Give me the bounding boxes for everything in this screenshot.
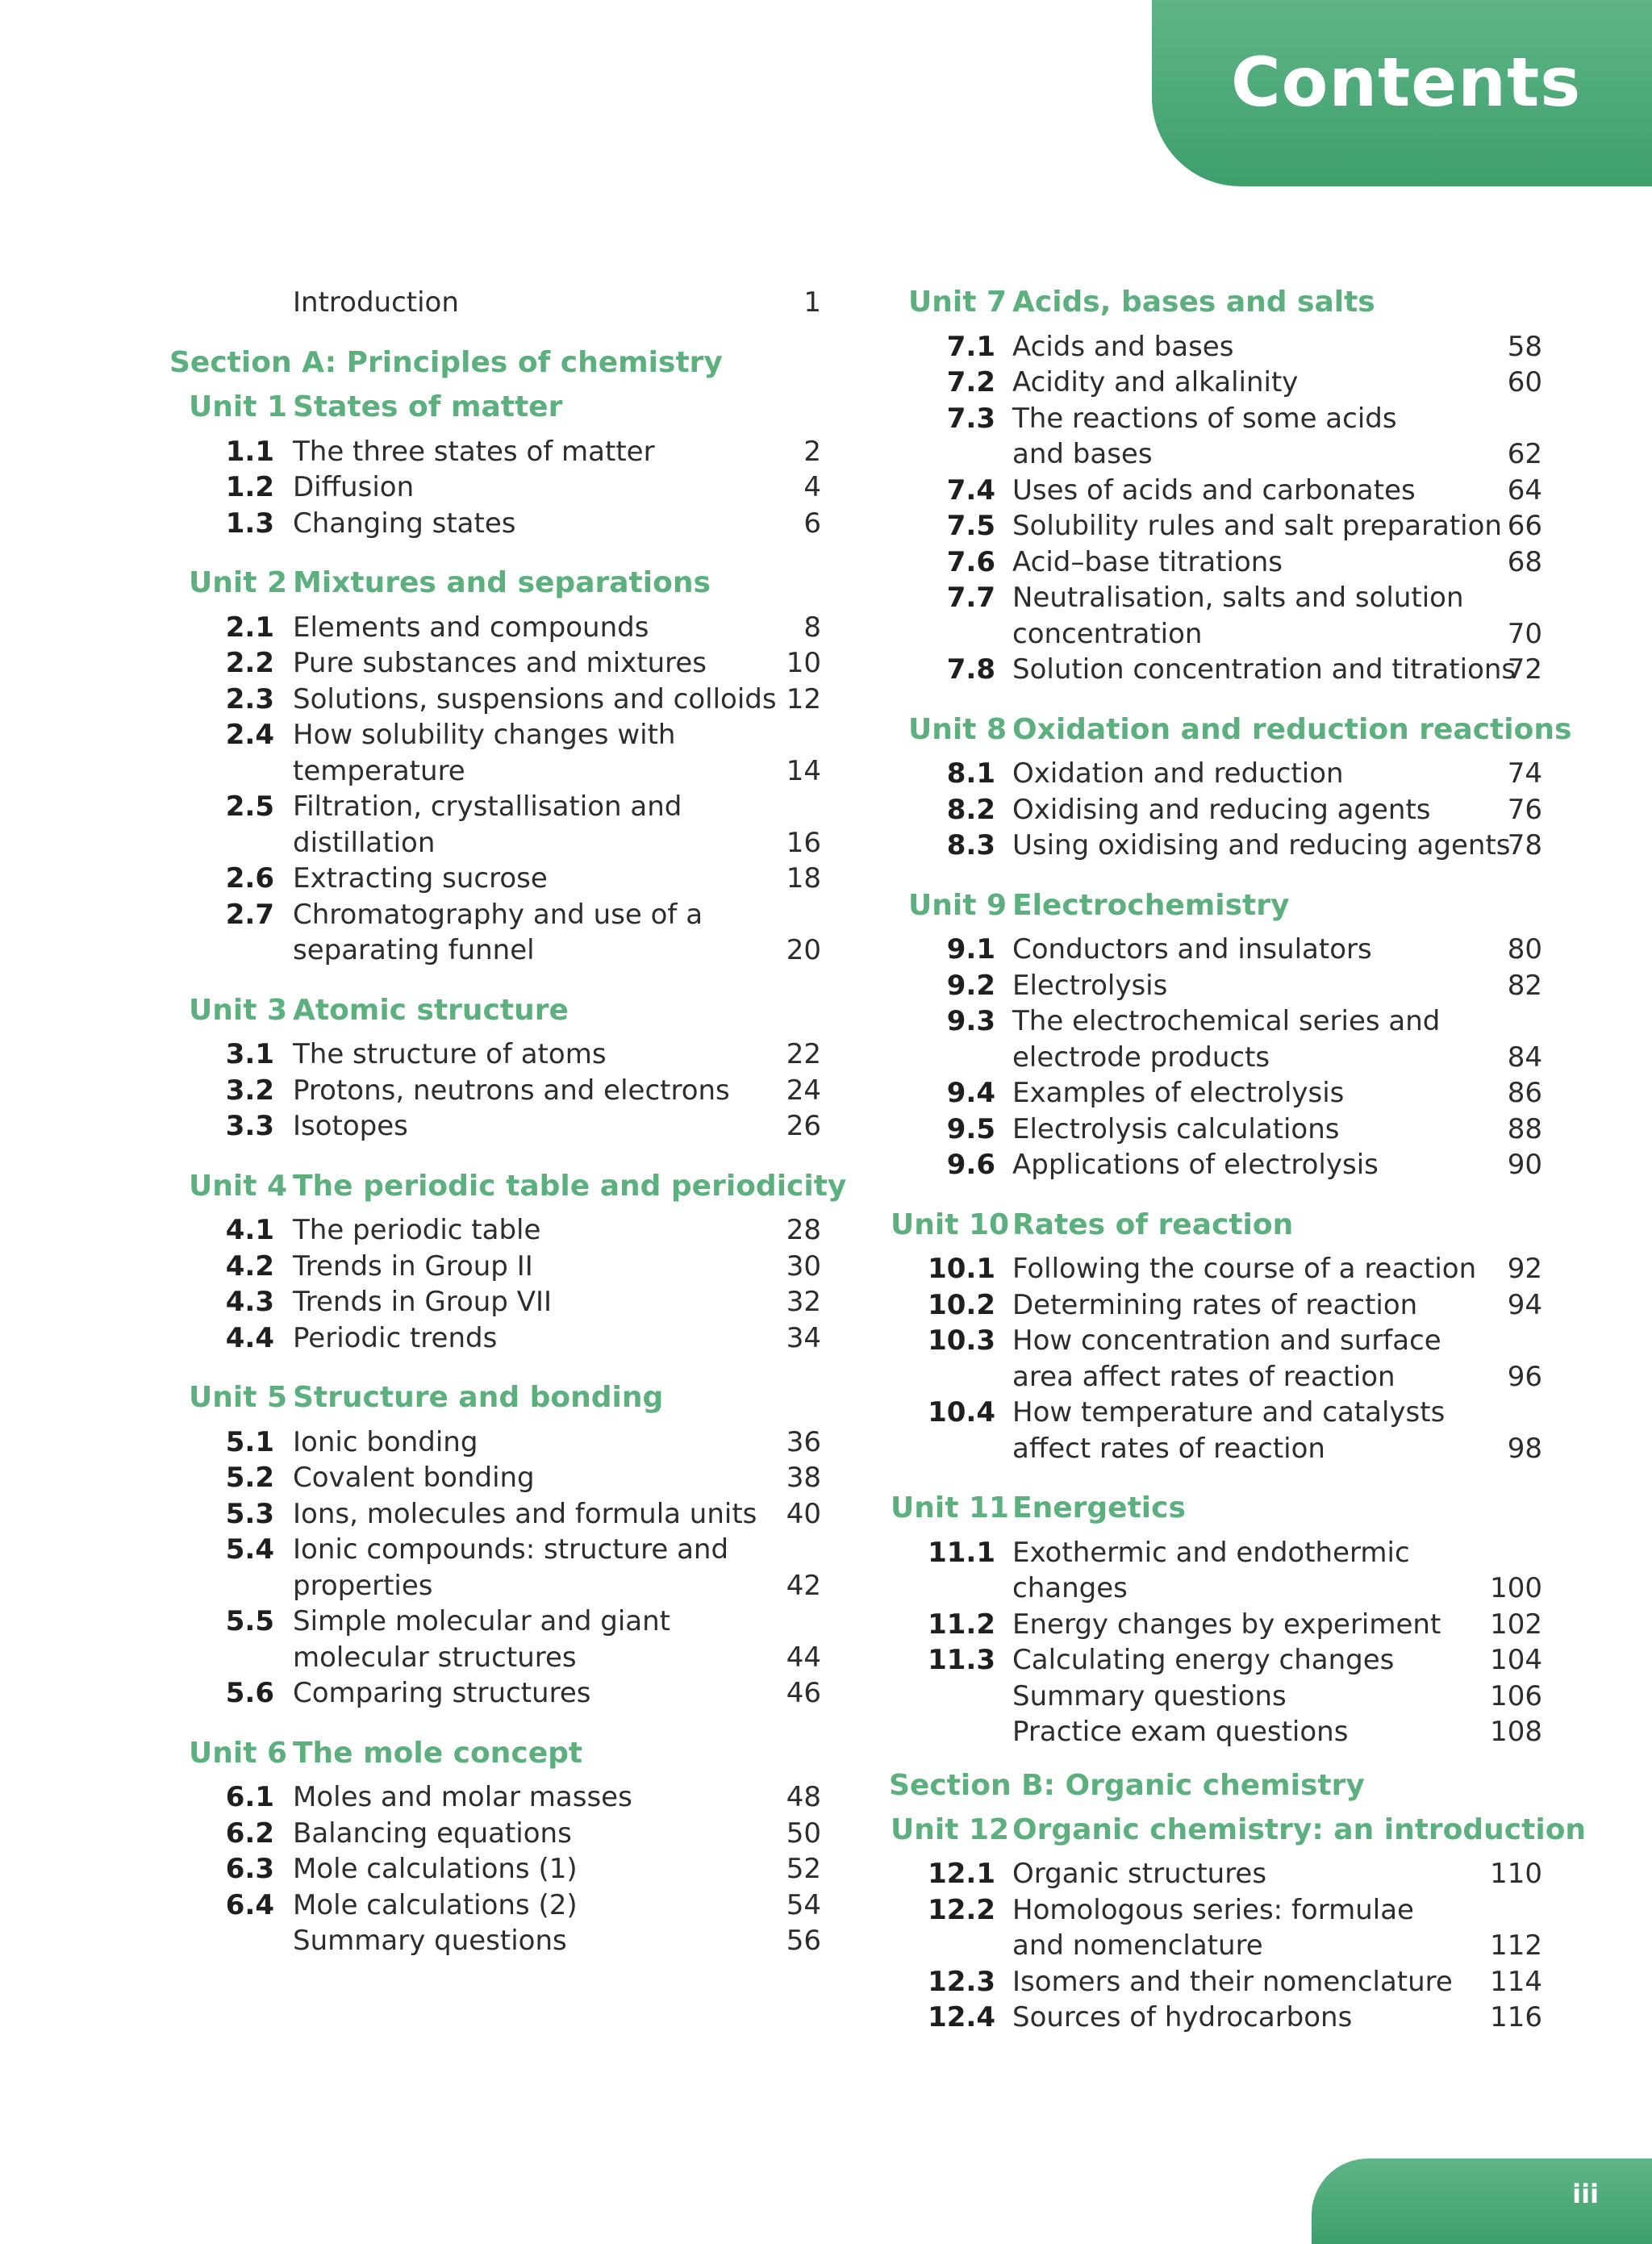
unit-label: Unit 11 (891, 1491, 1010, 1525)
entry-title: Homologous series: formulae (1012, 1893, 1414, 1926)
entry-title: Extracting sucrose (293, 862, 548, 895)
toc-entry (946, 968, 1542, 1003)
entry-title: The structure of atoms (293, 1038, 607, 1070)
entry-page: 88 (1507, 1112, 1542, 1145)
toc-entry (946, 544, 1542, 580)
entry-page: 82 (1507, 969, 1542, 1002)
toc-entry (293, 1640, 821, 1675)
entry-page: 62 (1507, 438, 1542, 470)
entry-title: Oxidation and reduction (1012, 757, 1344, 790)
entry-number: 6.2 (225, 1816, 274, 1850)
entry-page: 68 (1507, 545, 1542, 578)
toc-entry (946, 1112, 1542, 1147)
entry-page: 56 (786, 1925, 821, 1957)
entry-page: 28 (786, 1214, 821, 1246)
entry-number: 7.8 (946, 653, 995, 686)
unit-label: Unit 1 (189, 390, 287, 423)
toc-entry (928, 1642, 1542, 1678)
toc-entry (928, 1892, 1542, 1928)
entry-title: Isotopes (293, 1110, 408, 1142)
toc-entry (1012, 1570, 1542, 1606)
entry-page: 10 (786, 647, 821, 679)
entry-number: 6.4 (225, 1888, 274, 1921)
toc-entry (1012, 1359, 1542, 1395)
toc-entry (225, 682, 821, 717)
toc-entry (225, 1284, 821, 1320)
entry-title: Isomers and their nomenclature (1012, 1965, 1453, 1998)
entry-page: 12 (786, 682, 821, 715)
unit-label: Unit 6 (189, 1736, 287, 1770)
entry-page: 84 (1507, 1041, 1542, 1074)
toc-entry (946, 1147, 1542, 1182)
entry-title: Applications of electrolysis (1012, 1149, 1379, 1181)
entry-number: 6.1 (225, 1781, 274, 1813)
entry-page: 20 (786, 934, 821, 966)
unit-label: Unit 9 (908, 888, 1007, 922)
entry-number: 12.4 (928, 2001, 995, 2033)
toc-entry (225, 1887, 821, 1923)
entry-title: electrode products (1012, 1041, 1270, 1074)
toc-entry (225, 1496, 821, 1532)
entry-number: 2.1 (225, 611, 274, 644)
entry-number: 1.3 (225, 507, 274, 540)
unit-title: Oxidation and reduction reactions (1012, 712, 1572, 746)
toc-entry (946, 932, 1542, 967)
toc-entry (225, 1779, 821, 1815)
unit-title: Energetics (1012, 1491, 1186, 1525)
toc-entry (946, 652, 1542, 687)
entry-number: 4.4 (225, 1321, 274, 1354)
toc-entry (1012, 1431, 1542, 1466)
entry-number: 10.4 (928, 1396, 995, 1429)
entry-title: affect rates of reaction (1012, 1432, 1325, 1465)
toc-entry (946, 473, 1542, 508)
toc-entry (928, 1323, 1542, 1358)
entry-number: 5.2 (225, 1462, 274, 1494)
entry-title: and nomenclature (1012, 1929, 1263, 1962)
entry-title: Filtration, crystallisation and (293, 790, 682, 823)
entry-number: 5.6 (225, 1677, 274, 1709)
toc-entry (928, 1607, 1542, 1642)
entry-title: Moles and molar masses (293, 1781, 632, 1813)
unit-title: Electrochemistry (1012, 888, 1290, 922)
entry-page: 54 (786, 1888, 821, 1921)
toc-entry (225, 1851, 821, 1887)
toc-entry (928, 2000, 1542, 2035)
entry-page: 50 (786, 1816, 821, 1850)
toc-entry (946, 792, 1542, 828)
entry-page: 80 (1507, 933, 1542, 966)
entry-title: Practice exam questions (1012, 1716, 1349, 1748)
entry-page: 106 (1490, 1679, 1542, 1712)
entry-number: 11.2 (928, 1608, 995, 1641)
entry-page: 30 (786, 1249, 821, 1283)
entry-number: 7.5 (946, 510, 995, 542)
entry-title: Elements and compounds (293, 611, 649, 644)
entry-number: 7.7 (946, 582, 995, 614)
toc-entry (225, 469, 821, 505)
toc-entry (946, 828, 1542, 863)
entry-title: Ionic compounds: structure and (293, 1533, 729, 1566)
entry-number: 9.1 (946, 933, 995, 966)
entry-number: 2.7 (225, 898, 274, 931)
unit-title: Atomic structure (293, 993, 569, 1027)
entry-number: 2.3 (225, 682, 274, 715)
toc-entry (946, 365, 1542, 400)
page-number-tab (1312, 2158, 1652, 2244)
toc-entry (946, 756, 1542, 791)
unit-title: The mole concept (293, 1736, 583, 1770)
toc-entry (928, 1535, 1542, 1570)
entry-number: 12.3 (928, 1965, 995, 1998)
entry-title: Solution concentration and titrations (1012, 653, 1516, 686)
toc-entry (928, 1395, 1542, 1430)
toc-entry (225, 1212, 821, 1248)
unit-label: Unit 10 (891, 1208, 1010, 1241)
entry-page: 110 (1490, 1858, 1542, 1890)
unit-label: Unit 3 (189, 993, 287, 1027)
entry-title: The periodic table (293, 1214, 541, 1246)
contents-header (1152, 0, 1652, 186)
entry-number: 9.6 (946, 1149, 995, 1181)
toc-entry (928, 1964, 1542, 2000)
entry-number: 9.2 (946, 969, 995, 1002)
toc-entry (225, 861, 821, 896)
entry-title: Neutralisation, salts and solution (1012, 582, 1464, 614)
entry-number: 8.3 (946, 829, 995, 861)
entry-page: 22 (786, 1038, 821, 1070)
entry-page: 52 (786, 1853, 821, 1885)
toc-entry (293, 932, 821, 968)
entry-page: 24 (786, 1074, 821, 1107)
entry-number: 7.2 (946, 366, 995, 398)
entry-number: 1.2 (225, 471, 274, 503)
entry-title: Pure substances and mixtures (293, 647, 707, 679)
toc-entry (225, 434, 821, 469)
entry-number: 3.2 (225, 1074, 274, 1107)
entry-title: Trends in Group II (293, 1249, 533, 1283)
entry-page: 116 (1490, 2001, 1542, 2033)
toc-entry (928, 1251, 1542, 1287)
toc-entry (293, 1568, 821, 1604)
toc-entry (225, 645, 821, 681)
toc-entry (1012, 616, 1542, 652)
entry-title: Comparing structures (293, 1677, 591, 1709)
entry-number: 9.3 (946, 1005, 995, 1037)
entry-page: 42 (786, 1569, 821, 1602)
entry-title: Protons, neutrons and electrons (293, 1074, 730, 1107)
entry-number: 10.3 (928, 1324, 995, 1357)
entry-title: distillation (293, 826, 436, 859)
entry-number: 2.5 (225, 790, 274, 823)
entry-page: 16 (786, 826, 821, 859)
toc-entry (225, 1460, 821, 1495)
toc-entry (225, 1036, 821, 1072)
entry-number: 7.6 (946, 545, 995, 578)
entry-page: 90 (1507, 1149, 1542, 1181)
section-heading: Section A: Principles of chemistry (169, 346, 723, 379)
unit-label: Unit 8 (908, 712, 1007, 746)
entry-title: Energy changes by experiment (1012, 1608, 1441, 1641)
entry-title: temperature (293, 754, 465, 787)
entry-page: 34 (786, 1321, 821, 1354)
entry-number: 5.5 (225, 1605, 274, 1637)
toc-entry (225, 1320, 821, 1356)
toc-entry (293, 1923, 821, 1958)
entry-number: 7.1 (946, 330, 995, 363)
unit-title: Mixtures and separations (293, 566, 711, 599)
toc-entry (946, 1075, 1542, 1111)
toc-entry (1012, 1714, 1542, 1750)
entry-number: 1.1 (225, 435, 274, 468)
toc-entry (1012, 1679, 1542, 1714)
entry-title: Mole calculations (2) (293, 1888, 578, 1921)
toc-entry (946, 508, 1542, 544)
toc-entry (1012, 436, 1542, 472)
entry-title: Summary questions (1012, 1679, 1287, 1712)
entry-title: The electrochemical series and (1012, 1005, 1441, 1037)
toc-entry (946, 1003, 1542, 1039)
entry-page: 60 (1507, 366, 1542, 398)
entry-title: How solubility changes with (293, 719, 676, 751)
entry-page: 48 (786, 1781, 821, 1813)
entry-title: Following the course of a reaction (1012, 1253, 1477, 1285)
entry-page: 1 (803, 286, 821, 319)
toc-entry (225, 1073, 821, 1108)
entry-number: 4.2 (225, 1249, 274, 1283)
toc-entry (225, 1816, 821, 1851)
entry-number: 5.4 (225, 1533, 274, 1566)
entry-title: Simple molecular and giant (293, 1605, 671, 1637)
toc-entry (225, 506, 821, 541)
entry-page: 100 (1490, 1572, 1542, 1604)
entry-title: Diffusion (293, 471, 415, 503)
entry-title: Changing states (293, 507, 516, 540)
entry-number: 5.1 (225, 1425, 274, 1458)
entry-title: Using oxidising and reducing agents (1012, 829, 1511, 861)
entry-page: 104 (1490, 1644, 1542, 1676)
toc-entry (928, 1287, 1542, 1323)
entry-title: Electrolysis calculations (1012, 1112, 1340, 1145)
entry-number: 4.3 (225, 1286, 274, 1318)
toc-entry (1012, 1040, 1542, 1075)
entry-title: Ions, molecules and formula units (293, 1497, 757, 1530)
entry-page: 76 (1507, 793, 1542, 826)
unit-label: Unit 5 (189, 1381, 287, 1414)
entry-number: 7.3 (946, 402, 995, 435)
entry-number: 11.1 (928, 1536, 995, 1569)
entry-page: 78 (1507, 829, 1542, 861)
entry-title: Oxidising and reducing agents (1012, 793, 1431, 826)
toc-entry (1012, 1928, 1542, 1963)
entry-page: 92 (1507, 1253, 1542, 1285)
toc-entry (225, 1675, 821, 1711)
entry-page: 72 (1507, 653, 1542, 686)
entry-page: 18 (786, 862, 821, 895)
entry-page: 64 (1507, 473, 1542, 507)
entry-title: Solubility rules and salt preparation (1012, 510, 1502, 542)
unit-title: Structure and bonding (293, 1381, 664, 1414)
toc-entry (225, 789, 821, 824)
entry-title: Periodic trends (293, 1321, 498, 1354)
unit-label: Unit 4 (189, 1169, 287, 1203)
entry-page: 74 (1507, 757, 1542, 790)
entry-title: How concentration and surface (1012, 1324, 1441, 1357)
entry-number: 2.6 (225, 862, 274, 895)
entry-title: Balancing equations (293, 1816, 572, 1850)
page-title: Contents (1231, 43, 1582, 122)
entry-page: 66 (1507, 510, 1542, 542)
entry-number: 6.3 (225, 1853, 274, 1885)
entry-number: 10.1 (928, 1253, 995, 1285)
toc-entry (225, 717, 821, 753)
page-number: iii (1572, 2179, 1599, 2209)
entry-page: 36 (786, 1425, 821, 1458)
entry-page: 86 (1507, 1077, 1542, 1109)
entry-page: 98 (1507, 1432, 1542, 1465)
unit-title: Acids, bases and salts (1012, 286, 1375, 319)
entry-number: 11.3 (928, 1644, 995, 1676)
entry-page: 8 (803, 611, 821, 644)
entry-page: 114 (1490, 1965, 1542, 1998)
section-heading: Section B: Organic chemistry (889, 1768, 1365, 1802)
entry-title: The reactions of some acids (1012, 402, 1397, 435)
toc-entry (946, 329, 1542, 365)
entry-title: molecular structures (293, 1641, 577, 1674)
entry-title: Ionic bonding (293, 1425, 478, 1458)
unit-title: Organic chemistry: an introduction (1012, 1812, 1587, 1846)
entry-title: Solutions, suspensions and colloids (293, 682, 777, 715)
entry-number: 2.4 (225, 719, 274, 751)
entry-number: 3.3 (225, 1110, 274, 1142)
toc-entry (225, 1108, 821, 1144)
entry-title: How temperature and catalysts (1012, 1396, 1446, 1429)
entry-title: Calculating energy changes (1012, 1644, 1395, 1676)
entry-number: 7.4 (946, 473, 995, 507)
unit-title: The periodic table and periodicity (293, 1169, 847, 1203)
entry-page: 70 (1507, 617, 1542, 650)
entry-title: Acid–base titrations (1012, 545, 1283, 578)
toc-entry (946, 580, 1542, 615)
entry-title: Mole calculations (1) (293, 1853, 578, 1885)
entry-number: 9.4 (946, 1077, 995, 1109)
entry-number: 4.1 (225, 1214, 274, 1246)
toc-entry (225, 1532, 821, 1567)
entry-title: concentration (1012, 617, 1203, 650)
entry-title: Acidity and alkalinity (1012, 366, 1299, 398)
entry-title: Organic structures (1012, 1858, 1267, 1890)
entry-page: 32 (786, 1286, 821, 1318)
toc-entry (225, 1424, 821, 1460)
entry-title: Conductors and insulators (1012, 933, 1372, 966)
entry-title: properties (293, 1569, 433, 1602)
toc-entry (293, 285, 821, 320)
entry-title: Chromatography and use of a (293, 898, 703, 931)
entry-number: 2.2 (225, 647, 274, 679)
entry-page: 102 (1490, 1608, 1542, 1641)
entry-title: Summary questions (293, 1925, 567, 1957)
entry-page: 2 (803, 435, 821, 468)
unit-title: States of matter (293, 390, 563, 423)
entry-page: 96 (1507, 1360, 1542, 1393)
entry-number: 8.1 (946, 757, 995, 790)
toc-entry (225, 1249, 821, 1284)
entry-page: 6 (803, 507, 821, 540)
entry-number: 10.2 (928, 1288, 995, 1321)
toc-entry (928, 1856, 1542, 1892)
entry-page: 58 (1507, 330, 1542, 363)
toc-entry (225, 610, 821, 645)
toc-entry (946, 401, 1542, 436)
unit-label: Unit 2 (189, 566, 287, 599)
entry-page: 108 (1490, 1716, 1542, 1748)
entry-page: 38 (786, 1462, 821, 1494)
entry-title: Examples of electrolysis (1012, 1077, 1345, 1109)
entry-title: and bases (1012, 438, 1153, 470)
entry-title: Sources of hydrocarbons (1012, 2001, 1353, 2033)
entry-title: Trends in Group VII (293, 1286, 553, 1318)
entry-title: changes (1012, 1572, 1128, 1604)
entry-title: Exothermic and endothermic (1012, 1536, 1410, 1569)
entry-page: 14 (786, 754, 821, 787)
entry-title: Determining rates of reaction (1012, 1288, 1418, 1321)
entry-title: Acids and bases (1012, 330, 1234, 363)
entry-number: 3.1 (225, 1038, 274, 1070)
unit-label: Unit 7 (908, 286, 1007, 319)
entry-number: 12.2 (928, 1893, 995, 1926)
entry-title: area affect rates of reaction (1012, 1360, 1395, 1393)
entry-number: 8.2 (946, 793, 995, 826)
entry-number: 5.3 (225, 1497, 274, 1530)
entry-number: 9.5 (946, 1112, 995, 1145)
entry-page: 4 (803, 471, 821, 503)
entry-title: Introduction (293, 286, 459, 319)
entry-title: Uses of acids and carbonates (1012, 473, 1416, 507)
entry-page: 112 (1490, 1929, 1542, 1962)
toc-entry (293, 825, 821, 861)
entry-title: separating funnel (293, 934, 535, 966)
entry-title: Electrolysis (1012, 969, 1168, 1002)
entry-page: 44 (786, 1641, 821, 1674)
entry-page: 94 (1507, 1288, 1542, 1321)
entry-title: The three states of matter (293, 435, 655, 468)
entry-page: 26 (786, 1110, 821, 1142)
unit-label: Unit 12 (891, 1812, 1010, 1846)
toc-entry (225, 897, 821, 932)
toc-entry (293, 753, 821, 789)
entry-page: 40 (786, 1497, 821, 1530)
entry-page: 46 (786, 1677, 821, 1709)
unit-title: Rates of reaction (1012, 1208, 1294, 1241)
entry-number: 12.1 (928, 1858, 995, 1890)
entry-title: Covalent bonding (293, 1462, 535, 1494)
toc-entry (225, 1604, 821, 1639)
